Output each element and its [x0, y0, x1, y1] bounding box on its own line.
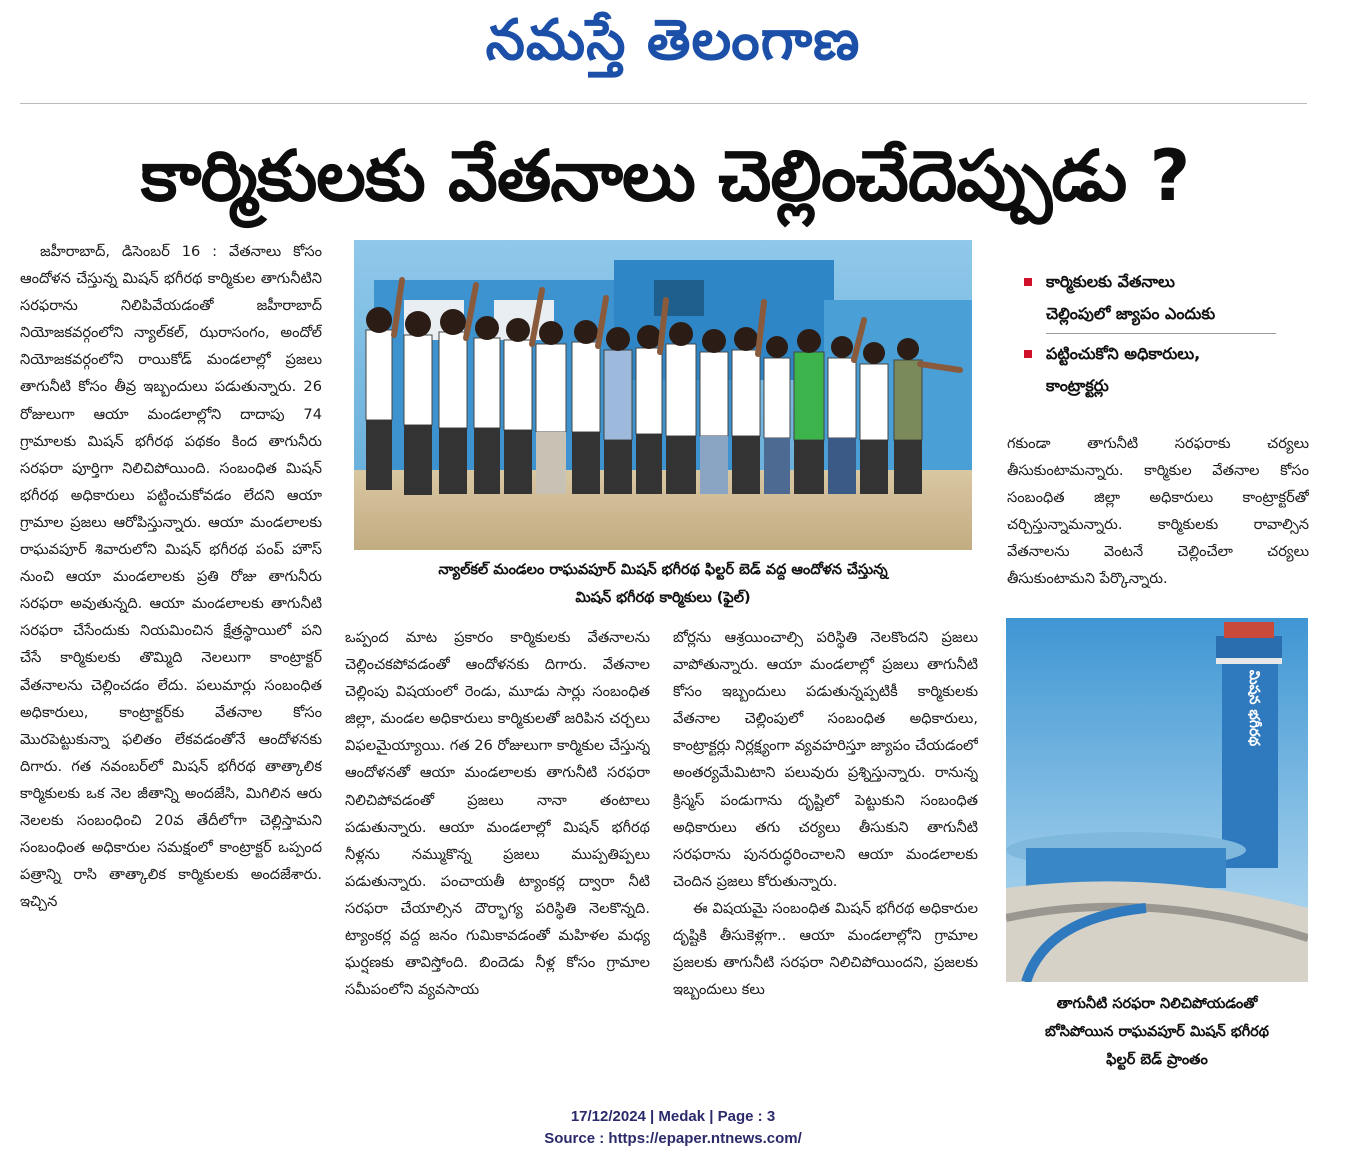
highlight-item [1010, 266, 1310, 330]
highlights-box [1010, 266, 1310, 416]
divider [1046, 333, 1276, 334]
paragraph: బోర్లను ఆశ్రయించాల్సి పరిస్థితి నెలకొందని ప్రజలు వాపోతున్నారు. ఆయా మండలాల్లో ప్రజలు తాగునీటి కోసం ఇబ్బందులు పడుతున్నప్పటికీ కార్మికులకు వేతనాల చెల్లింపులో సంబంధిత అధికారులు, కాంట్రాక్టర్లు నిర్లక్ష్యంగా వ్యవహరిస్తూ జ్యాపం చేయడంలో అంతర్యమేమిటాని పలువురు ప్రశ్నిస్తున్నారు. రానున్న క్రిస్మస్ పండుగాను దృష్టిలో పెట్టుకుని సంబంధిత అధికారులు తగు చర్యలు తీసుకుని తాగునీటి సరఫరాను పునరుద్ధరించాలని ఆయా మండలాలకు చెందిన ప్రజలు కోరుతున్నారు. [673, 629, 978, 890]
tower-text: మిషన భగీరథ [1246, 669, 1262, 747]
newspaper-logo: నమస్తే తెలంగాణ [485, 8, 861, 73]
photo-caption [354, 556, 972, 616]
masthead [0, 2, 1346, 82]
caption-line: తాగునీటి సరఫరా నిలిచిపోయడంతో [1056, 996, 1258, 1012]
protest-photo-illustration [354, 240, 972, 550]
source-link[interactable]: Source : https://epaper.ntnews.com/ [544, 1130, 802, 1147]
edition-info: 17/12/2024 | Medak | Page : 3 [570, 1108, 776, 1125]
protest-photo [354, 240, 972, 550]
caption-line: బోసిపోయిన రాఘవపూర్ మిషన్ భగీరథ [1044, 1024, 1270, 1040]
article-column-1: జహీరాబాద్, డిసెంబర్ 16 : వేతనాలు కోసం ఆందోళన చేస్తున్న మిషన్ భగీరథ కార్మికుల తాగునీటిని సరఫరాను నిలిపివేయడంతో జహీరాబాద్ నియోజకవర్గంలోని న్యాల్‌కల్, ఝరాసంగం, అందోల్ నియోజకవర్గంలోని రాయికోడ్ మండలాల్లో ప్రజలు తాగునీటి కోసం తీవ్ర ఇబ్బందులు పడుతున్నారు. 26 రోజులుగా ఆయా మండలాల్లోని దాదాపు 74 గ్రామాలకు మిషన్ భగీరథ పథకం కింద తాగునీరు సరఫరా పూర్తిగా నిలిచిపోయింది. సంబంధిత మిషన్ భగీరథ అధికారులు పట్టించుకోవడం లేదని ఆయా గ్రామాల ప్రజలు ఆరోపిస్తున్నారు. ఆయా మండలాలకు రాఘవపూర్ శివారులోని మిషన్ భగీరథ పంప్ హౌస్ నుంచి ఆయా మండలాలకు ప్రతి రోజు తాగునీరు సరఫరా అవుతున్నది. ఆయా మండలాలకు తాగునీటి సరఫరా చేసేందుకు నియమించిన క్షేత్రస్థాయిలో పని చేసే కార్మికులకు తొమ్మిది నెలలుగా కాంట్రాక్టర్ వేతనాలను చెల్లించడం లేదు. పలుమార్లు సంబంధిత అధికారులు, కాంట్రాక్టర్‌కు వేతనాల కోసం మొరపెట్టుకున్నా ఫలితం లేకవడంతోనే ఆందోళనకు దిగారు. గత నవంబర్‌లో మిషన్ భగీరథ తాత్కాలిక కార్మికులకు ఒక నెల జీతాన్ని అందజేసి, మిగిలిన ఆరు నెలలకు సంబంధించి 20వ తేదీలోగా చెల్లిస్తామని సంబంధింత అధికారుల సమక్షంలో కాంట్రాక్టర్ ఒప్పంద పత్రాన్ని రాసి తాత్కాలిక కార్మికులకు అందజేశారు. ఇచ్చిన [20, 243, 322, 911]
water-tower-illustration [1006, 618, 1308, 982]
highlight-line: పట్టించుకోని అధికారులు, [1046, 344, 1201, 363]
caption-line: మిషన్ భగీరథ కార్మికులు (ఫైల్) [575, 590, 751, 606]
article-column-3 [673, 624, 978, 1064]
caption-line: న్యాల్‌కల్ మండలం రాఘవపూర్ మిషన్ భగీరథ ఫిల్టర్ బెడ్ వద్ద ఆందోళన చేస్తున్న [438, 562, 888, 578]
water-tower-photo [1006, 618, 1308, 982]
paragraph: ఈ విషయమై సంబంధిత మిషన్ భగీరథ అధికారుల దృష్టికి తీసుకెళ్లగా.. ఆయా మండలాల్లోని గ్రామాల ప్రజలకు తాగునీటి సరఫరా నిలిచిపోయిందని, ప్రజలకు ఇబ్బందులు కలు [673, 899, 978, 999]
headline: కార్మికులకు వేతనాలు చెల్లించేదెప్పుడు ? [140, 135, 1190, 217]
divider [20, 103, 1307, 104]
highlight-item [1010, 338, 1310, 402]
photo-caption [1006, 990, 1308, 1074]
highlight-line: చెల్లింపులో జ్యాపం ఎందుకు [1046, 304, 1216, 323]
square-bullet-icon [1024, 350, 1032, 358]
article-column-4: గకుండా తాగునీటి సరఫరాకు చర్యలు తీసుకుంటామన్నారు. కార్మికుల వేతనాల కోసం సంబంధిత జిల్లా అధికారులు కాంట్రాక్టర్‌తో చర్చిస్తున్నామన్నారు. కార్మికులకు రావాల్సిన వేతనాలను వెంటనే చెల్లించేలా చర్యలు తీసుకుంటామని పేర్కొన్నారు. [1007, 435, 1309, 588]
highlight-line: కాంట్రాక్టర్లు [1046, 376, 1109, 395]
article-column-2: ఒప్పంద మాట ప్రకారం కార్మికులకు వేతనాలను చెల్లించకపోవడంతో ఆందోళనకు దిగారు. వేతనాల చెల్లింపు విషయంలో రెండు, మూడు సార్లు సంబంధిత జిల్లా, మండల అధికారులు కార్మికులతో జరిపిన చర్చలు విఫలమైయ్యాయి. గత 26 రోజులుగా కార్మికుల చేస్తున్న ఆందోళనతో ఆయా మండలాలకు తాగునీటి సరఫరా నిలిచిపోవడంతో ప్రజలు నానా తంటాలు పడుతున్నారు. ఆయా మండలాల్లో మిషన్ భగీరథ నీళ్లను నమ్ముకొన్న ప్రజలు ముప్పతిప్పలు పడుతున్నారు. పంచాయతీ ట్యాంకర్ల ద్వారా నీటి సరఫరా చేయాల్సిన దౌర్భాగ్య పరిస్థితి నెలకొన్నది. ట్యాంకర్ల వద్ద జనం గుమికావడంతో మహిళల మధ్య ఘర్షణకు తావిస్తోంది. బిందెడు నీళ్ల కోసం గ్రామాల సమీపంలోని వ్యవసాయ [345, 629, 650, 999]
square-bullet-icon [1024, 278, 1032, 286]
caption-line: ఫిల్టర్ బెడ్ ప్రాంతం [1106, 1052, 1208, 1068]
page-footer [0, 1106, 1346, 1156]
highlight-line: కార్మికులకు వేతనాలు [1046, 272, 1175, 291]
